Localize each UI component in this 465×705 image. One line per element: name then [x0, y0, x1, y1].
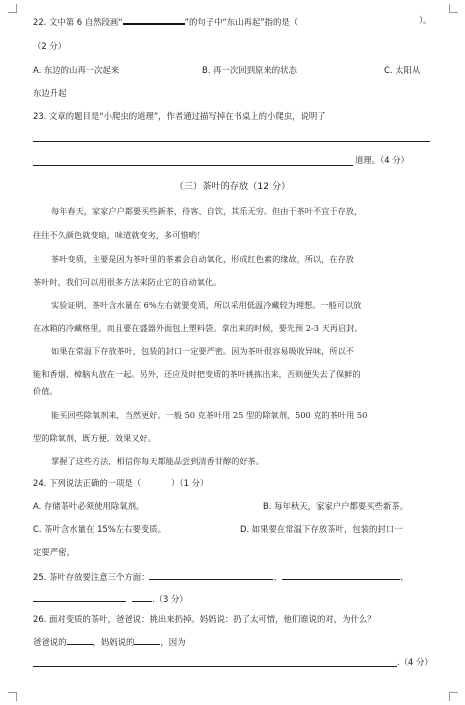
q26-blank-1 [67, 635, 93, 645]
passage-p5-line2: 型的除氧剂，既方便，效果又好。 [33, 433, 156, 443]
q26-text-c: ，因为 [160, 637, 186, 647]
passage-p3-line1: 实验证明，茶叶含水量在 6%左右就要变质，所以采用低温冷藏较为理想。一般可以放 [51, 300, 362, 310]
q25-sep-2: 、 [399, 572, 409, 582]
q24-option-a: A. 存储茶叶必须使用除氧剂。 [33, 501, 145, 511]
q22-text-a: 22. 文中第 6 自然段画“ [33, 17, 123, 27]
q25-blank-3 [33, 592, 126, 602]
q25-blank-2 [282, 570, 400, 580]
q22-option-c: C. 太阳从 [384, 65, 421, 75]
q25-sep-1: 、 [273, 572, 282, 582]
passage-p2-line2: 茶叶时，我们可以用很多方法来防止它的自动氧化。 [33, 277, 222, 287]
corner-mark-bottom-right [449, 692, 458, 701]
q26-text-b: ，妈妈说的 [92, 637, 135, 647]
passage-p4-line3: 价值。 [33, 386, 58, 396]
q26-score: .（4 分） [397, 657, 433, 667]
q26-blank-2 [134, 635, 160, 645]
q24-answer-blank [141, 477, 171, 486]
section-title: （三）茶叶的存放（12 分） [174, 181, 291, 192]
passage-p3-line2: 在冰箱的冷藏格里，而且要在盛器外面包上塑料袋。拿出来的时候，要先预 2-3 天再启封。 [33, 323, 363, 333]
passage-p5-line1: 能买回些除氧剂来，当然更好。一般 50 克茶叶用 25 型的除氧剂，500 克的茶叶用 50 [51, 410, 368, 420]
q25-score: .（3 分） [152, 594, 188, 604]
q25-stem: 25. 茶叶存放要注意三个方面： [33, 572, 150, 582]
q22-score: （2 分） [33, 41, 67, 51]
q22-line1 [33, 14, 298, 28]
q22-text-b: ”的句子中“东山再起”指的是（ [184, 17, 299, 27]
q22-option-a: A. 东边的山再一次起来 [33, 65, 120, 75]
q26-text-a: 爸爸说的 [33, 637, 67, 647]
q24-option-b: B. 每年秋天，家家户户都要买些新茶。 [263, 501, 409, 511]
q26-answer-line [33, 666, 397, 667]
q23-end: 道理。（4 分） [355, 155, 410, 165]
q22-paren-close: ）。 [419, 15, 432, 25]
q25-line2 [33, 592, 188, 605]
q22-underline-blank [123, 14, 185, 25]
passage-p1-line1: 每年春天，家家户户都要买些新茶，待客、自饮，其乐无穷。但由于茶叶不宜于存放， [51, 206, 363, 216]
q24-option-d-cont: 定要严密。 [33, 547, 75, 557]
q25-blank-1 [149, 570, 273, 580]
q24-stem-end: ）（1 分） [171, 478, 209, 488]
q23-answer-line-2 [33, 165, 353, 166]
q22-option-b: B. 再一次回到原来的状态 [202, 65, 297, 75]
corner-mark-bottom-left [8, 692, 17, 701]
q24-stem-text: 24. 下列说法正确的一项是（ [33, 478, 142, 488]
corner-mark-top-left [8, 4, 17, 13]
q24-stem [33, 477, 208, 489]
passage-p2-line1: 茶叶变质，主要是因为茶叶里的茶素会自动氧化，形成红色素的缘故，所以，在存放 [51, 254, 354, 264]
q25-blank-3b [132, 592, 152, 602]
q26-stem: 26. 面对变质的茶叶，爸爸说：挑出来扔掉。妈妈说：扔了太可惜，他们谁说的对，为什么？ [33, 614, 376, 624]
q25-line1 [33, 570, 408, 583]
q23-stem: 23. 文章的题目是“小爬虫的道理”，作者通过描写掉在书桌上的小爬虫，说明了 [33, 111, 326, 121]
passage-p4-line1: 如果在常温下存放茶叶，包装的封口一定要严密。因为茶叶很容易吸收异味，所以不 [51, 346, 354, 356]
q23-answer-line-1 [33, 141, 430, 142]
q26-line2 [33, 635, 186, 648]
q24-option-c: C. 茶叶含水量在 15%左右要变质。 [33, 524, 166, 534]
q24-option-d: D. 如果要在常温下存放茶叶，包装的封口一 [240, 524, 403, 534]
passage-p6-line1: 掌握了这些方法，相信你每天都能品尝到清香甘醇的好茶。 [51, 456, 264, 466]
q22-option-c-cont: 东边升起 [33, 88, 67, 98]
passage-p4-line2: 能和香烟、樟脑丸放在一起。另外，还应及时把变质的茶叶挑拣出来，否则便失去了保鲜的 [33, 369, 361, 379]
passage-p1-line2: 往往不久颜色就变暗，味道就变劣，多可惜哟！ [33, 230, 205, 240]
corner-mark-top-right [449, 4, 458, 13]
